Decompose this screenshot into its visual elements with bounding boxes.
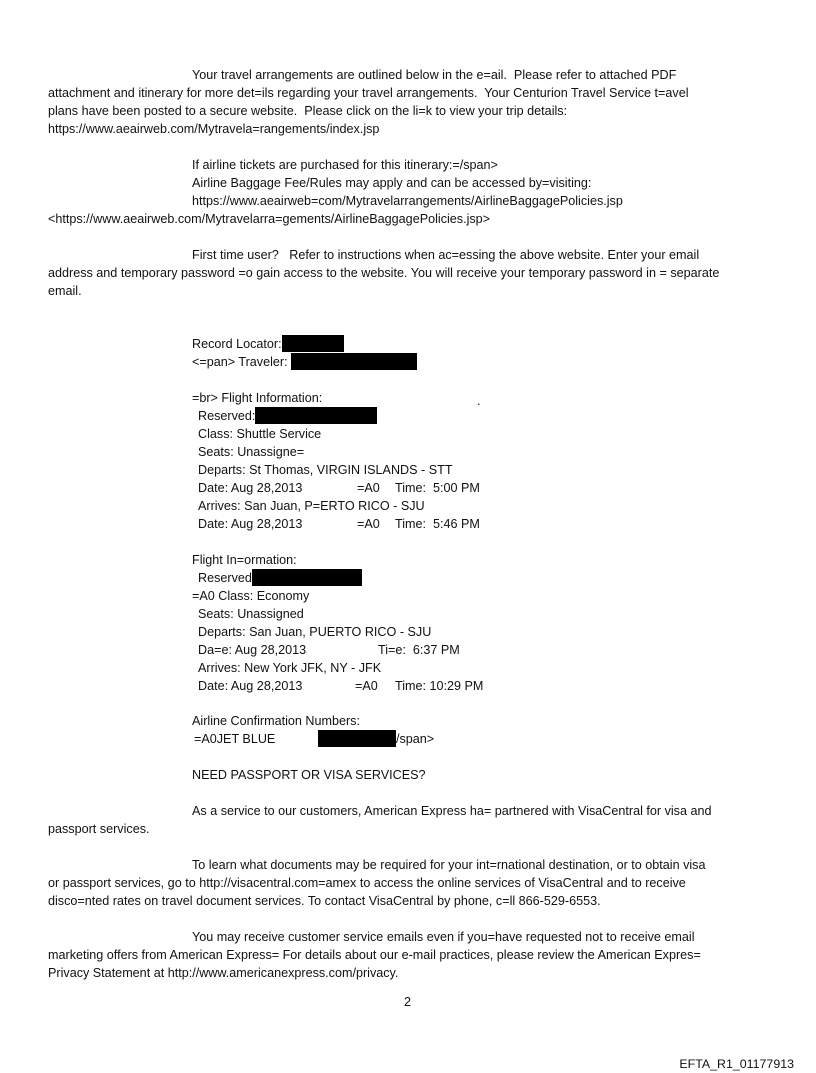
flight-1-departure-date: Date: Aug 28,2013: [198, 481, 303, 495]
confirmation-airline: =A0JET BLUE: [194, 732, 276, 746]
flight-2-class: =A0 Class: Economy: [192, 589, 310, 603]
flight-2-arrival-separator: =A0: [355, 679, 378, 693]
redacted-confirmation-number: [318, 730, 396, 747]
first-time-line-1: First time user? Refer to instructions when ac=essing the above website. Enter your email: [192, 248, 700, 262]
flight-1-header: =br> Flight Information:: [192, 391, 323, 405]
flight-1-departure-time: Time: 5:00 PM: [395, 481, 480, 495]
flight-2-header: Flight In=ormation:: [192, 553, 297, 567]
record-locator-label: Record Locator:: [192, 337, 282, 351]
stray-mark: .: [477, 394, 481, 408]
flight-2-departure-date: Da=e: Aug 28,2013: [198, 643, 307, 657]
redacted-traveler: [291, 353, 417, 370]
intro-line-3: plans have been posted to a secure website. Please click on the li=k to view your trip details:: [48, 104, 568, 118]
first-time-line-2: address and temporary password =o gain access to the website. You will receive your temporary password in = separate: [48, 266, 720, 280]
flight-1-reserved-row: [198, 407, 377, 425]
passport-p1-line-2: passport services.: [48, 822, 150, 836]
baggage-policy-link[interactable]: https://www.aeairweb=com/Mytravelarrangements/AirlineBaggagePolicies.jsp: [192, 194, 623, 208]
flight-1-arrival-time: Time: 5:46 PM: [395, 517, 480, 531]
flight-2-departure-time: Ti=e: 6:37 PM: [378, 643, 460, 657]
flight-2-arrives: Arrives: New York JFK, NY - JFK: [198, 661, 382, 675]
flight-1-departs: Departs: St Thomas, VIRGIN ISLANDS - STT: [198, 463, 453, 477]
flight-1-reserved-label: Reserved:: [198, 409, 256, 423]
confirmation-header: Airline Confirmation Numbers:: [192, 714, 360, 728]
traveler-row: [192, 353, 417, 371]
privacy-line-1: You may receive customer service emails even if you=have requested not to receive email: [192, 930, 695, 944]
privacy-line-3: Privacy Statement at http://www.americanexpress.com/privacy.: [48, 966, 399, 980]
flight-1-class: Class: Shuttle Service: [198, 427, 322, 441]
flight-2-seats: Seats: Unassigned: [198, 607, 304, 621]
baggage-policy-link-alt[interactable]: <https://www.aeairweb.com/Mytravelarra=gements/AirlineBaggagePolicies.jsp>: [48, 212, 491, 226]
confirmation-tail: /span>: [396, 732, 435, 746]
flight-2-reserved-row: [198, 569, 362, 587]
flight-1-arrives: Arrives: San Juan, P=ERTO RICO - SJU: [198, 499, 425, 513]
tickets-line-2: Airline Baggage Fee/Rules may apply and can be accessed by=visiting:: [192, 176, 592, 190]
passport-p1-line-1: As a service to our customers, American Express ha= partnered with VisaCentral for visa and: [192, 804, 712, 818]
passport-p2-line-2: or passport services, go to http://visacentral.com=amex to access the online services of VisaCentral and to receive: [48, 876, 686, 890]
passport-p2-line-1: To learn what documents may be required for your int=rnational destination, or to obtain visa: [192, 858, 706, 872]
flight-1-arrival-separator: =A0: [357, 517, 380, 531]
redacted-flight-2-reservation: [252, 569, 362, 586]
flight-2-reserved-label: Reserved: [198, 571, 252, 585]
flight-2-departs: Departs: San Juan, PUERTO RICO - SJU: [198, 625, 432, 639]
bates-number: EFTA_R1_01177913: [679, 1057, 794, 1071]
tickets-line-1: If airline tickets are purchased for this itinerary:=/span>: [192, 158, 498, 172]
intro-line-2: attachment and itinerary for more det=ils regarding your travel arrangements. Your Centurion Travel Service t=avel: [48, 86, 689, 100]
trip-details-link[interactable]: https://www.aeairweb.com/Mytravela=rangements/index.jsp: [48, 122, 380, 136]
intro-line-1: Your travel arrangements are outlined below in the e=ail. Please refer to attached PDF: [192, 68, 677, 82]
flight-1-arrival-date: Date: Aug 28,2013: [198, 517, 303, 531]
first-time-line-3: email.: [48, 284, 82, 298]
page-number: 2: [404, 995, 412, 1009]
privacy-line-2: marketing offers from American Express= For details about our e-mail practices, please review the American Expres=: [48, 948, 701, 962]
flight-2-arrival-time: Time: 10:29 PM: [395, 679, 484, 693]
flight-2-arrival-date: Date: Aug 28,2013: [198, 679, 303, 693]
flight-1-seats: Seats: Unassigne=: [198, 445, 305, 459]
traveler-label: <=pan> Traveler:: [192, 355, 288, 369]
redacted-flight-1-reservation: [255, 407, 377, 424]
passport-header: NEED PASSPORT OR VISA SERVICES?: [192, 768, 426, 782]
flight-1-departure-separator: =A0: [357, 481, 380, 495]
redacted-record-locator: [282, 335, 344, 352]
passport-p2-line-3: disco=nted rates on travel document services. To contact VisaCentral by phone, c=ll 866-529-6553.: [48, 894, 601, 908]
record-locator-row: [192, 335, 344, 353]
